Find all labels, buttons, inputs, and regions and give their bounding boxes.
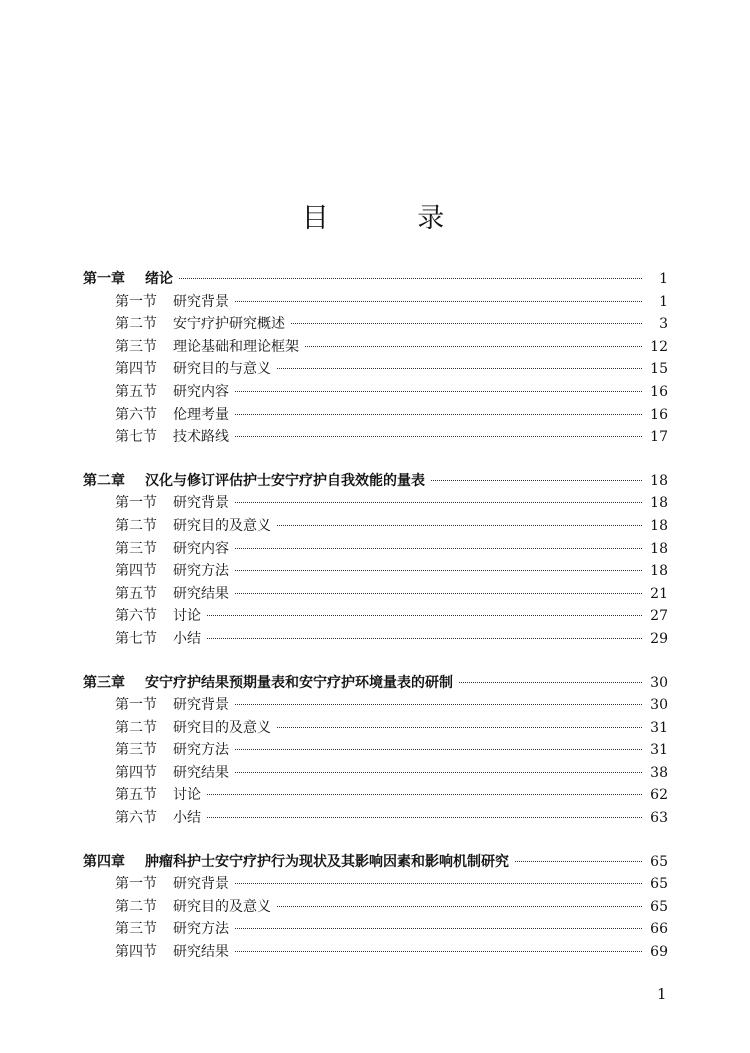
toc-section-entry[interactable]: [83, 807, 668, 830]
dot-leader: [235, 548, 642, 549]
section-title: 小结: [173, 810, 201, 827]
chapter-title: 绪论: [145, 271, 173, 287]
page-ref: 21: [650, 585, 668, 602]
section-number: 第七节: [115, 630, 157, 647]
toc-section-entry[interactable]: [83, 291, 668, 314]
dot-leader: [291, 323, 642, 324]
page-ref: 65: [650, 853, 668, 870]
toc-section-entry[interactable]: [83, 762, 668, 785]
page-ref: 18: [650, 495, 668, 512]
page-ref: 16: [650, 406, 668, 423]
section-number: 第四节: [115, 361, 157, 378]
toc-section-entry[interactable]: [83, 381, 668, 404]
section-title: 安宁疗护研究概述: [173, 316, 285, 333]
toc-chapter-entry[interactable]: [83, 268, 668, 291]
dot-leader: [235, 391, 642, 392]
section-title: 研究背景: [173, 876, 229, 893]
toc-section-entry[interactable]: [83, 941, 668, 964]
dot-leader: [235, 502, 642, 503]
section-number: 第三节: [115, 540, 157, 557]
dot-leader: [207, 817, 642, 818]
section-title: 研究内容: [173, 540, 229, 557]
dot-leader: [277, 368, 642, 369]
toc-chapter-block: [83, 470, 668, 651]
section-title: 研究目的及意义: [173, 898, 271, 915]
dot-leader: [235, 704, 642, 705]
toc-section-entry[interactable]: [83, 313, 668, 336]
dot-leader: [235, 883, 642, 884]
section-number: 第二节: [115, 517, 157, 534]
section-number: 第五节: [115, 383, 157, 400]
chapter-number: 第三章: [83, 674, 125, 691]
dot-leader: [515, 861, 642, 862]
section-title: 研究方法: [173, 742, 229, 759]
toc-chapter-block: [83, 672, 668, 830]
section-number: 第六节: [115, 608, 157, 625]
dot-leader: [431, 480, 642, 481]
page-ref: 30: [650, 697, 668, 714]
section-number: 第七节: [115, 429, 157, 446]
section-title: 讨论: [173, 787, 201, 804]
page-ref: 18: [650, 563, 668, 580]
dot-leader: [277, 906, 642, 907]
toc-chapter-entry[interactable]: [83, 851, 668, 874]
dot-leader: [277, 727, 642, 728]
page-ref: 31: [650, 742, 668, 759]
section-title: 技术路线: [173, 429, 229, 446]
section-number: 第一节: [115, 495, 157, 512]
page-ref: 15: [650, 361, 668, 378]
section-number: 第一节: [115, 876, 157, 893]
dot-leader: [305, 346, 642, 347]
page-ref: 27: [650, 608, 668, 625]
page-ref: 62: [650, 787, 668, 804]
toc-section-entry[interactable]: [83, 605, 668, 628]
section-number: 第四节: [115, 563, 157, 580]
section-number: 第五节: [115, 585, 157, 602]
section-title: 研究方法: [173, 921, 229, 938]
section-title: 伦理考量: [173, 406, 229, 423]
section-number: 第四节: [115, 944, 157, 961]
page-ref: 65: [650, 898, 668, 915]
chapter-number: 第二章: [83, 472, 125, 489]
dot-leader: [235, 749, 642, 750]
page-ref: 1: [659, 271, 668, 287]
toc-section-entry[interactable]: [83, 492, 668, 515]
page-ref: 63: [650, 810, 668, 827]
section-title: 研究目的与意义: [173, 361, 271, 378]
page-ref: 66: [650, 921, 668, 938]
section-title: 研究方法: [173, 563, 229, 580]
section-title: 研究结果: [173, 944, 229, 961]
dot-leader: [235, 436, 642, 437]
toc-section-entry[interactable]: [83, 336, 668, 359]
section-title: 讨论: [173, 608, 201, 625]
chapter-title: 汉化与修订评估护士安宁疗护自我效能的量表: [145, 472, 425, 489]
section-title: 研究目的及意义: [173, 719, 271, 736]
dot-leader: [235, 772, 642, 773]
page-ref: 29: [650, 630, 668, 647]
page-ref: 1: [659, 293, 668, 310]
page-title: 目 录: [301, 203, 485, 234]
section-title: 研究背景: [173, 495, 229, 512]
dot-leader: [459, 682, 642, 683]
dot-leader: [235, 301, 642, 302]
dot-leader: [235, 928, 642, 929]
section-title: 小结: [173, 630, 201, 647]
dot-leader: [277, 525, 642, 526]
toc-section-entry[interactable]: [83, 739, 668, 762]
toc-section-entry[interactable]: [83, 538, 668, 561]
toc-chapter-block: [83, 268, 668, 449]
toc-section-entry[interactable]: [83, 896, 668, 919]
section-number: 第二节: [115, 719, 157, 736]
toc-section-entry[interactable]: [83, 717, 668, 740]
section-number: 第四节: [115, 764, 157, 781]
section-title: 理论基础和理论框架: [173, 338, 299, 355]
section-number: 第一节: [115, 697, 157, 714]
section-number: 第一节: [115, 293, 157, 310]
page-number: 1: [657, 985, 667, 1003]
dot-leader: [179, 278, 642, 279]
section-number: 第二节: [115, 898, 157, 915]
dot-leader: [207, 615, 642, 616]
page-ref: 69: [650, 944, 668, 961]
dot-leader: [207, 794, 642, 795]
toc-chapter-entry[interactable]: [83, 470, 668, 493]
section-title: 研究结果: [173, 585, 229, 602]
section-title: 研究背景: [173, 293, 229, 310]
section-number: 第三节: [115, 742, 157, 759]
section-title: 研究结果: [173, 764, 229, 781]
page-ref: 12: [650, 338, 668, 355]
toc-section-entry[interactable]: [83, 560, 668, 583]
page-ref: 38: [650, 764, 668, 781]
section-number: 第六节: [115, 810, 157, 827]
chapter-title: 安宁疗护结果预期量表和安宁疗护环境量表的研制: [145, 674, 453, 691]
toc-chapter-entry[interactable]: [83, 672, 668, 695]
dot-leader: [235, 951, 642, 952]
page-ref: 18: [650, 540, 668, 557]
toc-section-entry[interactable]: [83, 694, 668, 717]
toc-section-entry[interactable]: [83, 628, 668, 651]
chapter-number: 第四章: [83, 853, 125, 870]
toc-section-entry[interactable]: [83, 583, 668, 606]
page-ref: 17: [650, 429, 668, 446]
toc-section-entry[interactable]: [83, 404, 668, 427]
toc-section-entry[interactable]: [83, 426, 668, 449]
page-ref: 3: [659, 316, 668, 333]
page-ref: 18: [650, 472, 668, 489]
toc-section-entry[interactable]: [83, 873, 668, 896]
page-ref: 16: [650, 383, 668, 400]
dot-leader: [235, 414, 642, 415]
section-number: 第三节: [115, 338, 157, 355]
section-number: 第六节: [115, 406, 157, 423]
section-number: 第五节: [115, 787, 157, 804]
page-ref: 31: [650, 719, 668, 736]
toc-section-entry[interactable]: [83, 918, 668, 941]
section-number: 第二节: [115, 316, 157, 333]
toc-section-entry[interactable]: [83, 784, 668, 807]
section-number: 第三节: [115, 921, 157, 938]
dot-leader: [207, 638, 642, 639]
section-title: 研究目的及意义: [173, 517, 271, 534]
section-title: 研究内容: [173, 383, 229, 400]
page-ref: 65: [650, 876, 668, 893]
chapter-number: 第一章: [83, 271, 125, 287]
chapter-title: 肿瘤科护士安宁疗护行为现状及其影响因素和影响机制研究: [145, 853, 509, 870]
dot-leader: [235, 570, 642, 571]
table-of-contents: [83, 268, 668, 985]
toc-section-entry[interactable]: [83, 515, 668, 538]
dot-leader: [235, 593, 642, 594]
toc-chapter-block: [83, 851, 668, 964]
section-title: 研究背景: [173, 697, 229, 714]
toc-section-entry[interactable]: [83, 358, 668, 381]
page-ref: 18: [650, 517, 668, 534]
page-ref: 30: [650, 674, 668, 691]
